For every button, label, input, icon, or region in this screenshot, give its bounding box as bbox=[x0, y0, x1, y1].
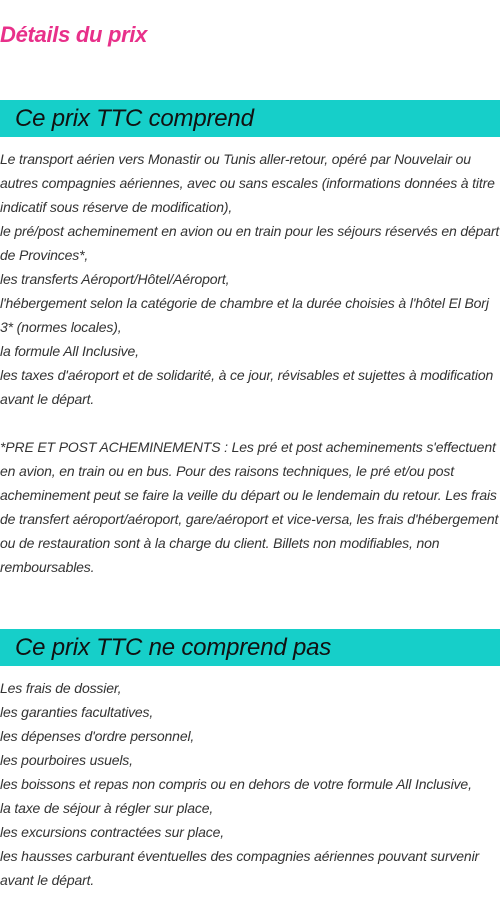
included-item: les transferts Aéroport/Hôtel/Aéroport, bbox=[0, 271, 230, 287]
excluded-item: les pourboires usuels, bbox=[0, 752, 133, 768]
excluded-item: les garanties facultatives, bbox=[0, 704, 154, 720]
excluded-item: la taxe de séjour à régler sur place, bbox=[0, 800, 214, 816]
excluded-section-header bbox=[0, 629, 500, 666]
included-item: la formule All Inclusive, bbox=[0, 343, 139, 359]
acheminement-note bbox=[0, 435, 500, 579]
excluded-item: les dépenses d'ordre personnel, bbox=[0, 728, 195, 744]
excluded-list bbox=[0, 676, 500, 892]
included-item: les taxes d'aéroport et de solidarité, à ce jour, révisables et sujettes à modification avant le départ. bbox=[0, 367, 494, 407]
included-section-header bbox=[0, 100, 500, 137]
excluded-heading: Ce prix TTC ne comprend pas bbox=[15, 634, 332, 661]
excluded-item: Les frais de dossier, bbox=[0, 680, 122, 696]
page-title: Détails du prix bbox=[0, 22, 148, 47]
acheminement-note-text: *PRE ET POST ACHEMINEMENTS : Les pré et post acheminements s'effectuent en avion, en train ou en bus. Pour des raisons techniques, le pré et/ou post acheminement peut se faire la veille du départ ou le lendemain du retour. Les frais de transfert aéroport/aéroport, gare/aéroport et vice-versa, les frais d'hébergement ou de restauration sont à la charge du client. Billets non modifiables, non remboursables. bbox=[0, 439, 499, 575]
excluded-item: les excursions contractées sur place, bbox=[0, 824, 225, 840]
included-item: l'hébergement selon la catégorie de chambre et la durée choisies à l'hôtel El Borj 3* (normes locales), bbox=[0, 295, 489, 335]
excluded-item: les hausses carburant éventuelles des compagnies aériennes pouvant survenir avant le départ. bbox=[0, 848, 480, 888]
included-list bbox=[0, 147, 500, 411]
included-item: le pré/post acheminement en avion ou en train pour les séjours réservés en départ de Provinces*, bbox=[0, 223, 500, 263]
excluded-item: les boissons et repas non compris ou en dehors de votre formule All Inclusive, bbox=[0, 776, 472, 792]
included-item: Le transport aérien vers Monastir ou Tunis aller-retour, opéré par Nouvelair ou autres compagnies aériennes, avec ou sans escales (informations données à titre indicatif sous réserve de modification), bbox=[0, 151, 495, 215]
included-heading: Ce prix TTC comprend bbox=[15, 105, 254, 132]
